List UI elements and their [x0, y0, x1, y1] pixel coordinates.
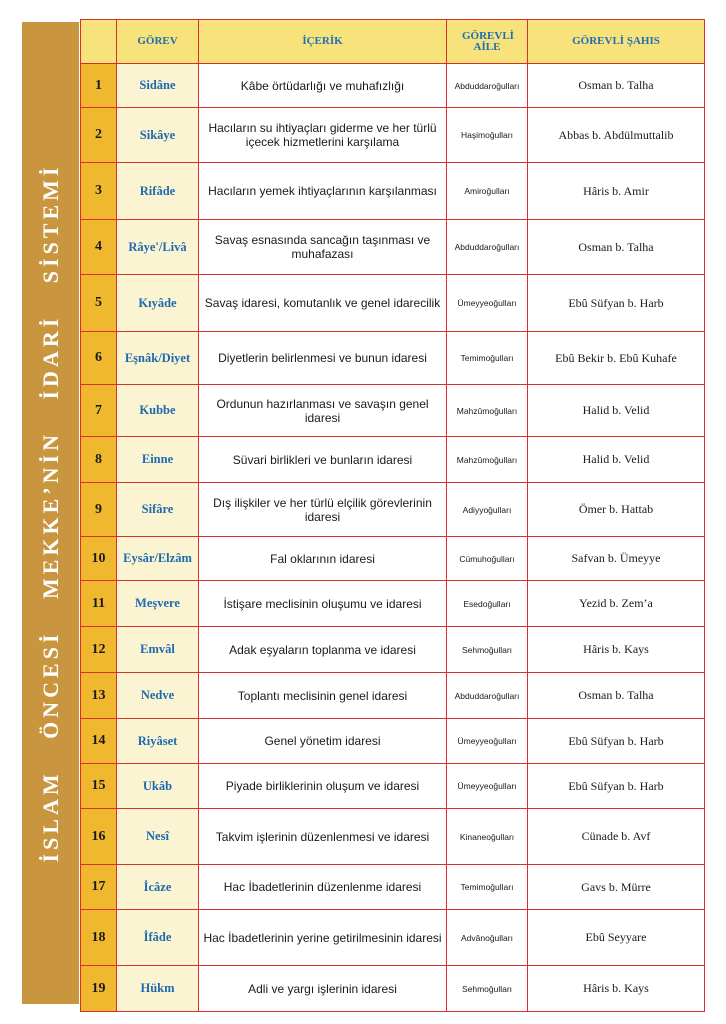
- row-family: Advânoğulları: [447, 910, 528, 966]
- row-number: 19: [81, 966, 117, 1012]
- row-number: 17: [81, 865, 117, 910]
- table-row: [81, 809, 705, 865]
- row-person: Ömer b. Hattab: [528, 483, 705, 537]
- row-person: Ebû Süfyan b. Harb: [528, 275, 705, 332]
- row-family: Esedoğulları: [447, 581, 528, 627]
- row-person: Ebû Bekir b. Ebû Kuhafe: [528, 332, 705, 385]
- row-content: Genel yönetim idaresi: [199, 719, 447, 764]
- row-duty: İcâze: [117, 865, 199, 910]
- table-row: [81, 966, 705, 1012]
- row-person: Halid b. Velid: [528, 437, 705, 483]
- table-row: [81, 437, 705, 483]
- row-family: Abduddaroğulları: [447, 220, 528, 275]
- row-number: 16: [81, 809, 117, 865]
- table-row: [81, 719, 705, 764]
- row-duty: Hükm: [117, 966, 199, 1012]
- row-family: Temimoğulları: [447, 865, 528, 910]
- row-duty: Sikâye: [117, 108, 199, 163]
- row-person: Hâris b. Kays: [528, 627, 705, 673]
- row-content: Ordunun hazırlanması ve savaşın genel idaresi: [199, 385, 447, 437]
- row-family: Mahzûmoğulları: [447, 437, 528, 483]
- row-content: Hac İbadetlerinin yerine getirilmesinin idaresi: [199, 910, 447, 966]
- header-number: [81, 20, 117, 64]
- row-duty: Nesî: [117, 809, 199, 865]
- row-person: Osman b. Talha: [528, 220, 705, 275]
- row-number: 1: [81, 64, 117, 108]
- header-person: GÖREVLİ ŞAHIS: [528, 20, 705, 64]
- row-family: Sehmoğulları: [447, 627, 528, 673]
- row-duty: Kubbe: [117, 385, 199, 437]
- row-number: 4: [81, 220, 117, 275]
- row-person: Hâris b. Amir: [528, 163, 705, 220]
- row-content: Kâbe örtüdarlığı ve muhafızlığı: [199, 64, 447, 108]
- row-duty: Eysâr/Elzâm: [117, 537, 199, 581]
- table-row: [81, 673, 705, 719]
- row-number: 10: [81, 537, 117, 581]
- row-family: Amiroğulları: [447, 163, 528, 220]
- row-duty: Ukâb: [117, 764, 199, 809]
- table-row: [81, 581, 705, 627]
- row-duty: Meşvere: [117, 581, 199, 627]
- row-content: Adak eşyaların toplanma ve idaresi: [199, 627, 447, 673]
- row-content: Savaş idaresi, komutanlık ve genel idarecilik: [199, 275, 447, 332]
- row-person: Yezid b. Zem’a: [528, 581, 705, 627]
- row-duty: Rifâde: [117, 163, 199, 220]
- row-number: 15: [81, 764, 117, 809]
- row-family: Ümeyyeoğulları: [447, 275, 528, 332]
- row-content: Adli ve yargı işlerinin idaresi: [199, 966, 447, 1012]
- header-content: İÇERİK: [199, 20, 447, 64]
- row-person: Gavs b. Mürre: [528, 865, 705, 910]
- row-person: Osman b. Talha: [528, 64, 705, 108]
- row-number: 5: [81, 275, 117, 332]
- row-content: Piyade birliklerinin oluşum ve idaresi: [199, 764, 447, 809]
- table-row: [81, 385, 705, 437]
- row-duty: Riyâset: [117, 719, 199, 764]
- row-number: 6: [81, 332, 117, 385]
- row-person: Ebû Seyyare: [528, 910, 705, 966]
- row-duty: Sidâne: [117, 64, 199, 108]
- row-content: Süvari birlikleri ve bunların idaresi: [199, 437, 447, 483]
- row-duty: Râye'/Livâ: [117, 220, 199, 275]
- row-number: 13: [81, 673, 117, 719]
- row-number: 12: [81, 627, 117, 673]
- side-title: İSLAM ÖNCESİ MEKKE’NİN İDARİ SİSTEMİ: [37, 163, 63, 863]
- table-row: [81, 163, 705, 220]
- table-row: [81, 332, 705, 385]
- row-person: Safvan b. Ümeyye: [528, 537, 705, 581]
- table-row: [81, 627, 705, 673]
- header-duty: GÖREV: [117, 20, 199, 64]
- row-number: 11: [81, 581, 117, 627]
- row-content: Hac İbadetlerinin düzenlenme idaresi: [199, 865, 447, 910]
- table-row: [81, 537, 705, 581]
- row-duty: Emvâl: [117, 627, 199, 673]
- header-family-label: GÖREVLİ AİLE: [462, 29, 514, 53]
- row-duty: Nedve: [117, 673, 199, 719]
- row-content: Toplantı meclisinin genel idaresi: [199, 673, 447, 719]
- row-content: Hacıların yemek ihtiyaçlarının karşılanması: [199, 163, 447, 220]
- row-content: Diyetlerin belirlenmesi ve bunun idaresi: [199, 332, 447, 385]
- row-content: Takvim işlerinin düzenlenmesi ve idaresi: [199, 809, 447, 865]
- row-family: Mahzûmoğulları: [447, 385, 528, 437]
- table-row: [81, 483, 705, 537]
- table-row: [81, 910, 705, 966]
- row-content: Fal oklarının idaresi: [199, 537, 447, 581]
- row-duty: Sifâre: [117, 483, 199, 537]
- table-header-row: [81, 20, 705, 64]
- table-row: [81, 64, 705, 108]
- row-person: Halid b. Velid: [528, 385, 705, 437]
- duties-table: [80, 19, 705, 1012]
- row-number: 8: [81, 437, 117, 483]
- row-number: 7: [81, 385, 117, 437]
- row-content: Savaş esnasında sancağın taşınması ve muhafazası: [199, 220, 447, 275]
- row-number: 14: [81, 719, 117, 764]
- row-family: Ümeyyeoğulları: [447, 764, 528, 809]
- row-content: Hacıların su ihtiyaçları giderme ve her türlü içecek hizmetlerini karşılama: [199, 108, 447, 163]
- row-family: Adiyyoğulları: [447, 483, 528, 537]
- table-row: [81, 275, 705, 332]
- row-family: Sehmoğulları: [447, 966, 528, 1012]
- row-duty: Kıyâde: [117, 275, 199, 332]
- row-person: Ebû Süfyan b. Harb: [528, 764, 705, 809]
- row-duty: İfâde: [117, 910, 199, 966]
- row-number: 18: [81, 910, 117, 966]
- row-family: Haşimoğulları: [447, 108, 528, 163]
- row-number: 3: [81, 163, 117, 220]
- row-content: Dış ilişkiler ve her türlü elçilik görevlerinin idaresi: [199, 483, 447, 537]
- row-number: 2: [81, 108, 117, 163]
- row-duty: Eşnâk/Diyet: [117, 332, 199, 385]
- row-family: Cümuhoğulları: [447, 537, 528, 581]
- table-row: [81, 865, 705, 910]
- side-title-bar: [22, 22, 79, 1004]
- header-family: [447, 20, 528, 64]
- row-content: İstişare meclisinin oluşumu ve idaresi: [199, 581, 447, 627]
- row-family: Abduddaroğulları: [447, 673, 528, 719]
- row-family: Temimoğulları: [447, 332, 528, 385]
- row-person: Hâris b. Kays: [528, 966, 705, 1012]
- row-number: 9: [81, 483, 117, 537]
- row-family: Abduddaroğulları: [447, 64, 528, 108]
- row-person: Cünade b. Avf: [528, 809, 705, 865]
- row-person: Abbas b. Abdülmuttalib: [528, 108, 705, 163]
- row-duty: Einne: [117, 437, 199, 483]
- table-row: [81, 108, 705, 163]
- table-row: [81, 220, 705, 275]
- row-family: Ümeyyeoğulları: [447, 719, 528, 764]
- table-row: [81, 764, 705, 809]
- row-person: Osman b. Talha: [528, 673, 705, 719]
- row-family: Kinaneoğulları: [447, 809, 528, 865]
- row-person: Ebû Süfyan b. Harb: [528, 719, 705, 764]
